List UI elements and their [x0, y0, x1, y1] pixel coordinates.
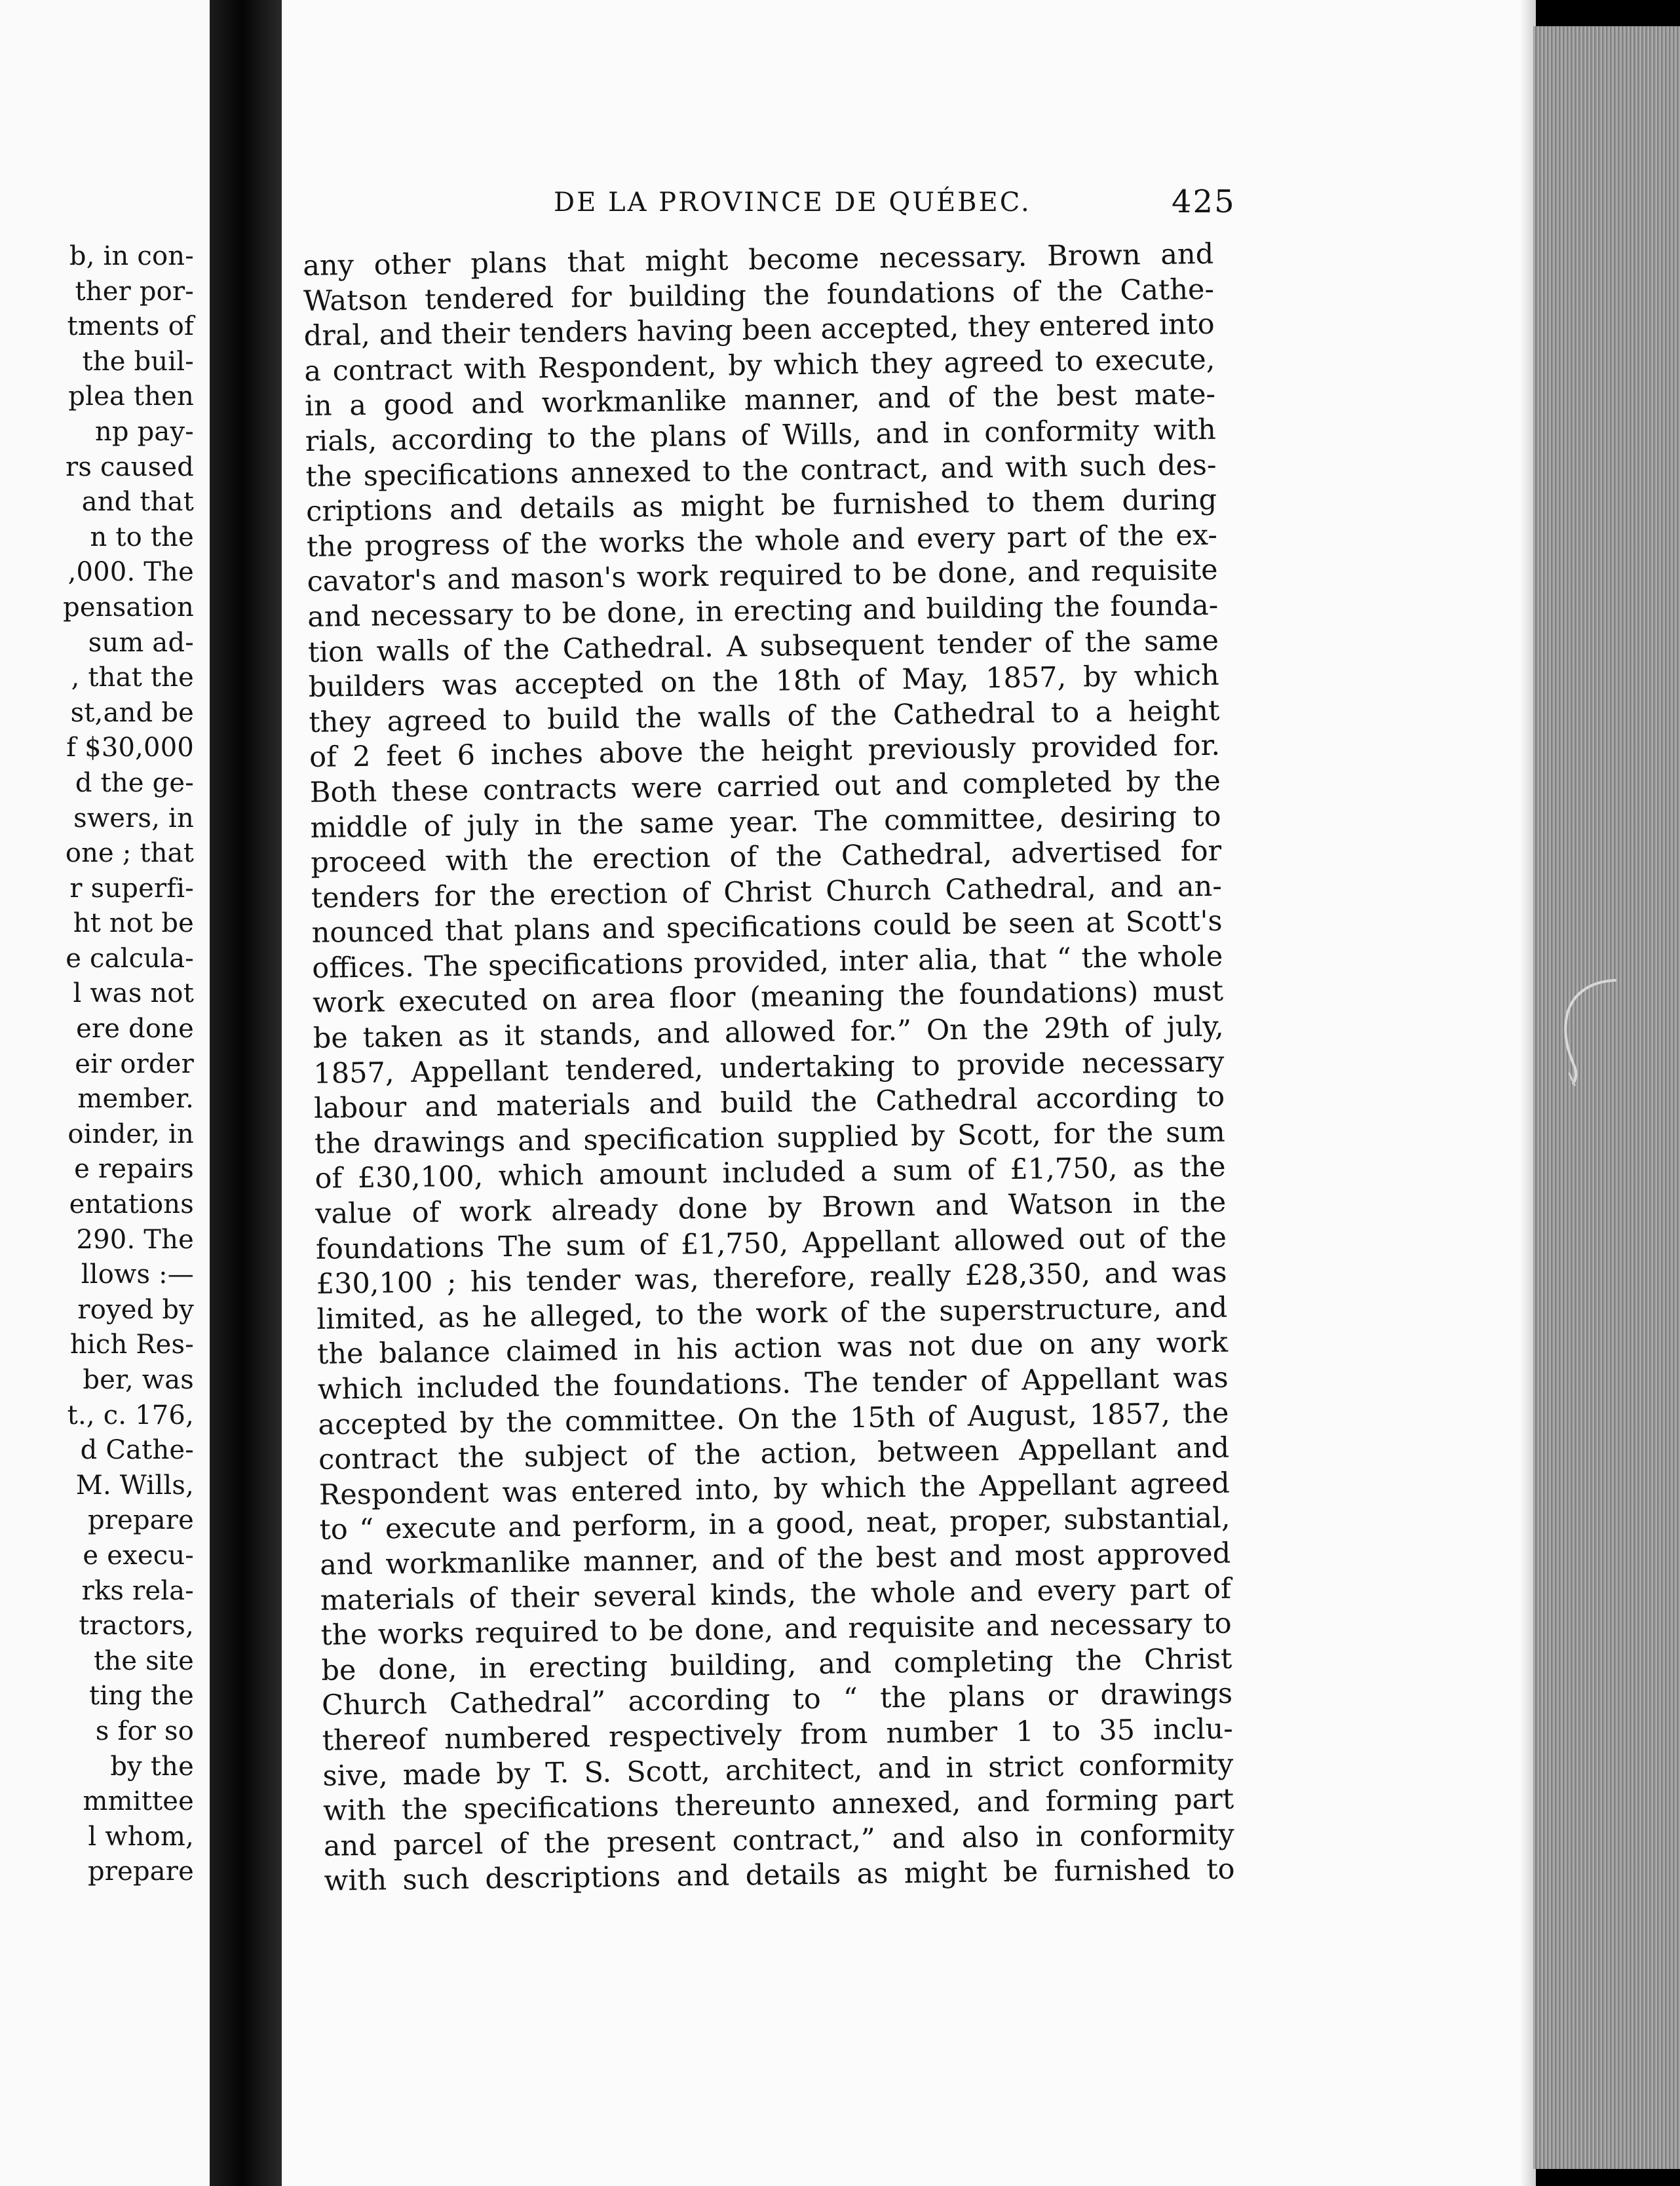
left-page-line: hich Res-: [69, 1330, 194, 1360]
body-text-line: be taken as it stands, and allowed for.” On the 29th of july,: [313, 1010, 1224, 1055]
left-page-line: one ; that: [65, 838, 194, 869]
left-page-text-column: [0, 239, 194, 1890]
body-text-line: offices. The specifications provided, inter alia, that “ the whole: [312, 940, 1223, 985]
body-text-line: thereof numbered respectively from number 1 to 35 inclu-: [322, 1712, 1234, 1757]
left-page-line: and that: [81, 487, 194, 518]
body-text-line: rials, according to the plans of Wills, and in conformity with: [305, 413, 1217, 458]
body-text-line: 1857, Appellant tendered, undertaking to provide necessary: [313, 1045, 1225, 1090]
body-text-line: builders was accepted on the 18th of May, 1857, by which: [308, 659, 1219, 704]
body-text-line: nounced that plans and specifications could be seen at Scott's: [311, 904, 1223, 950]
body-text-line: materials of their several kinds, the whole and every part of: [320, 1572, 1232, 1617]
left-page-line: llows :—: [81, 1259, 194, 1290]
body-text-line: with such descriptions and details as might be furnished to: [324, 1852, 1235, 1898]
left-page-line: f $30,000: [66, 733, 194, 763]
body-text-line: of £30,100, which amount included a sum of £1,750, as the: [315, 1151, 1226, 1196]
body-text-line: proceed with the erection of the Cathedral, advertised for: [310, 834, 1222, 880]
body-text-line: in a good and workmanlike manner, and of the best mate-: [304, 378, 1216, 423]
body-text-line: Respondent was entered into, by which the Appellant agreed: [318, 1467, 1231, 1512]
body-text-line: dral, and their tenders having been accepted, they entered into: [303, 307, 1215, 353]
left-page-line: e execu-: [83, 1540, 194, 1571]
body-text-line: foundations The sum of £1,750, Appellant allowed out of the: [315, 1221, 1227, 1266]
left-page-line: 290. The: [76, 1224, 194, 1255]
body-text-line: be done, in erecting building, and completing the Christ: [321, 1642, 1232, 1687]
body-text-line: tion walls of the Cathedral. A subsequent tender of the same: [307, 624, 1219, 669]
book-page-edges: [1533, 26, 1680, 2169]
left-page-line: mmittee: [83, 1786, 194, 1817]
body-text-line: labour and materials and build the Cathedral according to: [313, 1080, 1225, 1126]
body-text-line: they agreed to build the walls of the Cathedral to a height: [309, 694, 1220, 739]
body-text-block: [303, 237, 1235, 1900]
left-page-line: royed by: [77, 1294, 194, 1325]
body-text-line: of 2 feet 6 inches above the height previously provided for.: [309, 729, 1221, 775]
left-page-line: r superfi-: [69, 873, 194, 904]
left-page-line: oinder, in: [67, 1119, 194, 1149]
left-page-line: n to the: [90, 522, 194, 552]
left-page-line: ,000. The: [67, 557, 194, 588]
left-page-line: prepare: [87, 1856, 194, 1887]
left-page-line: M. Wills,: [75, 1470, 194, 1501]
left-page-line: rks rela-: [81, 1575, 194, 1606]
left-page-line: b, in con-: [69, 241, 194, 271]
left-page-line: l was not: [73, 978, 194, 1009]
left-page-line: eir order: [75, 1048, 194, 1079]
body-text-line: the works required to be done, and requisite and necessary to: [320, 1607, 1232, 1652]
left-page-line: s for so: [95, 1716, 194, 1746]
body-text-line: work executed on area floor (meaning the foundations) must: [312, 975, 1224, 1020]
left-page-line: entations: [69, 1189, 194, 1220]
body-text-line: contract the subject of the action, between Appellant and: [318, 1431, 1230, 1477]
left-page-line: ere done: [76, 1014, 194, 1045]
page-number: 425: [1172, 183, 1236, 220]
left-page-line: e calcula-: [66, 943, 194, 974]
body-text-line: the progress of the works the whole and every part of the ex-: [306, 518, 1218, 564]
body-text-line: accepted by the committee. On the 15th of August, 1857, the: [318, 1396, 1229, 1442]
body-text-line: which included the foundations. The tender of Appellant was: [317, 1361, 1229, 1406]
running-head: DE LA PROVINCE DE QUÉBEC.: [554, 187, 1031, 218]
left-page-line: sum ad-: [88, 627, 194, 658]
body-text-line: to “ execute and perform, in a good, neat, proper, substantial,: [319, 1502, 1231, 1547]
body-text-line: criptions and details as might be furnished to them during: [305, 483, 1217, 529]
left-page-line: rs caused: [66, 451, 194, 482]
body-text-line: Watson tendered for building the foundations of the Cathe-: [303, 273, 1215, 318]
pencil-mark-icon: [1543, 975, 1622, 1086]
left-page-line: d the ge-: [75, 767, 194, 798]
left-page-line: plea then: [68, 381, 194, 412]
left-page-line: ber, was: [83, 1365, 194, 1395]
left-page-line: tractors,: [79, 1611, 194, 1641]
body-text-line: middle of july in the same year. The committee, desiring to: [310, 799, 1221, 845]
left-page-line: d Cathe-: [80, 1435, 194, 1466]
body-text-line: Both these contracts were carried out and completed by the: [309, 764, 1221, 809]
left-page-line: np pay-: [94, 416, 194, 447]
left-page-line: swers, in: [73, 803, 194, 834]
left-page-line: l whom,: [88, 1821, 194, 1852]
left-page-line: by the: [110, 1751, 194, 1782]
left-page-line: the buil-: [82, 346, 194, 377]
body-text-line: and parcel of the present contract,” and also in conformity: [323, 1818, 1235, 1863]
left-page-line: st,and be: [70, 697, 194, 728]
body-text-line: Church Cathedral” according to “ the plans or drawings: [321, 1677, 1233, 1723]
body-text-line: with the specifications thereunto annexed, and forming part: [322, 1782, 1234, 1828]
body-text-line: limited, as he alleged, to the work of the superstructure, and: [316, 1291, 1228, 1336]
body-text-line: any other plans that might become necessary. Brown and: [303, 237, 1214, 282]
left-page-line: ther por-: [75, 276, 194, 307]
body-text-line: cavator's and mason's work required to be done, and requisite: [307, 554, 1218, 599]
left-page-line: t., c. 176,: [67, 1400, 194, 1430]
left-page-line: tments of: [67, 311, 194, 342]
body-text-line: a contract with Respondent, by which they agreed to execute,: [304, 343, 1215, 388]
body-text-line: and workmanlike manner, and of the best and most approved: [319, 1537, 1231, 1582]
left-page-line: , that the: [71, 662, 194, 693]
left-page-line: prepare: [87, 1505, 194, 1536]
body-text-line: the balance claimed in his action was not due on any work: [316, 1326, 1229, 1371]
body-text-line: the drawings and specification supplied by Scott, for the sum: [314, 1115, 1226, 1160]
left-facing-page: [0, 0, 210, 2186]
book-gutter: [210, 0, 282, 2186]
left-page-line: ht not be: [73, 908, 194, 939]
left-page-line: member.: [77, 1084, 194, 1115]
left-page-line: the site: [94, 1645, 194, 1676]
body-text-line: value of work already done by Brown and Watson in the: [315, 1185, 1227, 1231]
left-page-line: ting the: [88, 1681, 194, 1712]
left-page-line: pensation: [63, 592, 194, 623]
left-page-line: e repairs: [74, 1154, 194, 1185]
body-text-line: £30,100 ; his tender was, therefore, really £28,350, and was: [316, 1256, 1227, 1301]
body-text-line: sive, made by T. S. Scott, architect, and in strict conformity: [322, 1748, 1234, 1793]
body-text-line: tenders for the erection of Christ Church Cathedral, and an-: [311, 870, 1223, 915]
body-text-line: the specifications annexed to the contract, and with such des-: [305, 448, 1217, 493]
body-text-line: and necessary to be done, in erecting and building the founda-: [307, 588, 1219, 634]
